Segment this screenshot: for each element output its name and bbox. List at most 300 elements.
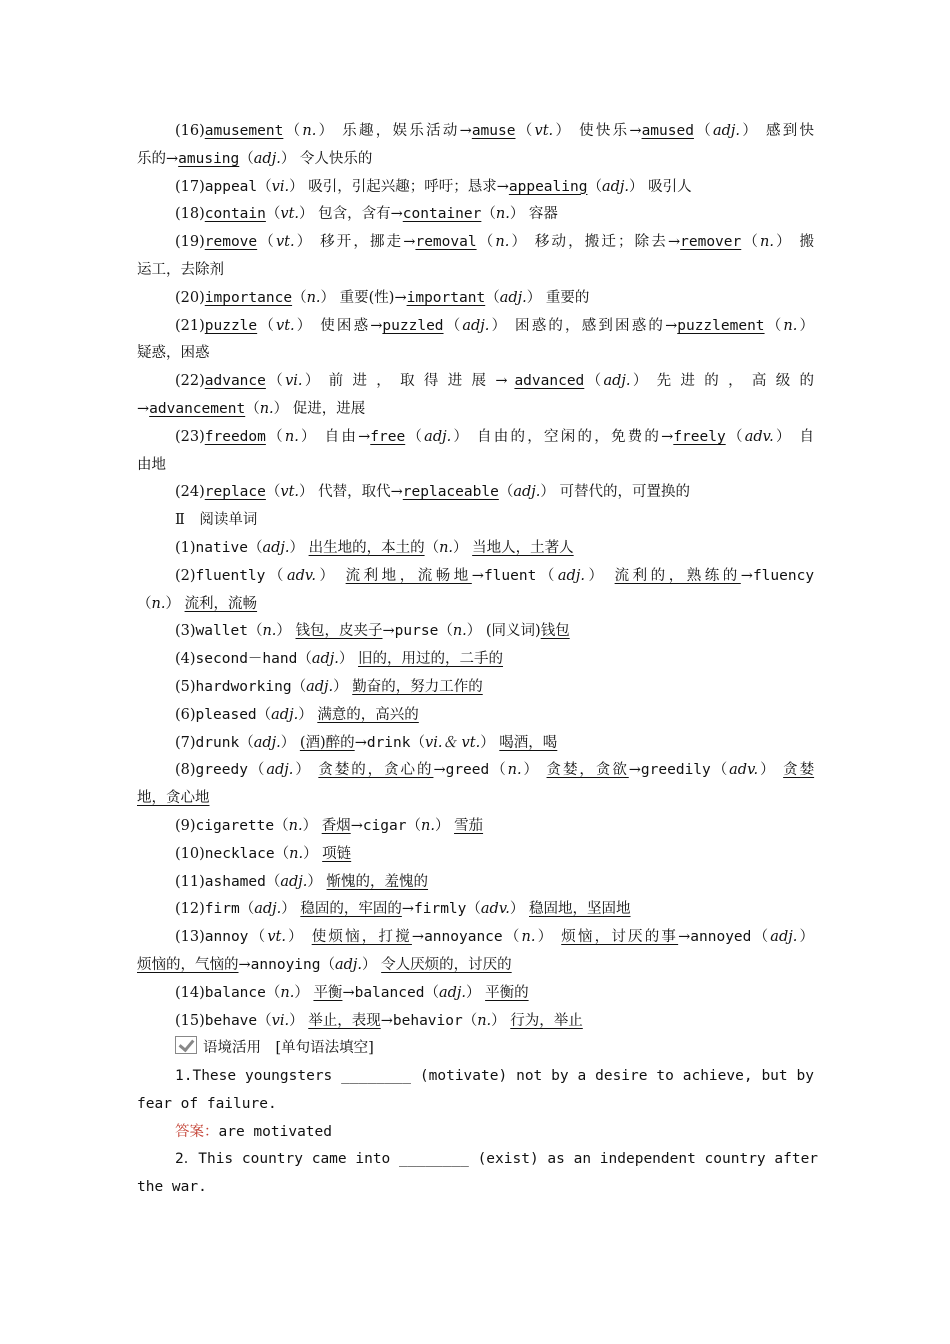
text-segment: （ [245, 400, 260, 417]
text-segment: ） [362, 956, 382, 973]
text-segment: ） [276, 623, 296, 640]
text-segment: annoyed [690, 929, 752, 946]
text-segment: ） [289, 1012, 309, 1029]
text-segment: （ [283, 123, 303, 139]
text-segment: ） 移开，挪走→ [294, 234, 416, 251]
text-segment: （ [247, 762, 267, 779]
text-line [137, 257, 814, 285]
text-segment: ） 重要的 [526, 289, 590, 306]
text-segment: （ [751, 929, 771, 946]
answer-text: puzzle [204, 317, 258, 334]
text-line [137, 813, 814, 841]
text-segment: ） 感到快 [740, 123, 815, 139]
text-segment: (20) [175, 289, 205, 306]
text-segment: （ [584, 373, 604, 390]
answer-text: replaceable [402, 484, 499, 501]
text-segment: （ [265, 873, 281, 890]
text-segment: ） [584, 567, 615, 584]
text-segment: ） [434, 817, 455, 834]
answer-text: importance [204, 289, 293, 306]
text-segment: ） [797, 317, 815, 334]
text-segment: → [401, 901, 414, 918]
text-segment: （ [239, 901, 255, 918]
text-segment: （ [265, 373, 286, 390]
text-segment: ashamed [204, 873, 266, 890]
text-segment: （ [485, 289, 500, 306]
answer-text: 平衡的 [485, 984, 529, 1001]
text-segment: adj. [311, 651, 339, 668]
text-segment: ） [480, 734, 500, 751]
text-segment: ） [303, 845, 323, 862]
text-segment: 疑惑，困惑 [137, 345, 210, 362]
text-segment: adj. [254, 901, 282, 918]
text-segment: ） [307, 873, 327, 890]
text-line [137, 507, 814, 535]
text-segment: (23) [175, 428, 205, 445]
text-segment: ） [298, 706, 318, 723]
text-segment: adj. [770, 929, 798, 946]
text-segment: [单句语法填空] [261, 1040, 374, 1057]
answer-text: 当地人，土著人 [472, 539, 574, 556]
text-segment: n. [507, 762, 522, 779]
text-segment: adj. [557, 567, 585, 584]
text-segment: （ [405, 428, 425, 445]
text-segment: adj. [253, 150, 281, 167]
text-segment: (24) [175, 484, 205, 501]
answer-text: 贪婪 [783, 762, 815, 779]
text-segment: adj. [335, 956, 363, 973]
text-line [137, 674, 814, 702]
answer-text: 地，贪心地 [137, 790, 210, 807]
text-segment: native [195, 539, 248, 556]
text-segment: vt. [534, 123, 554, 139]
answer-text: important [406, 289, 486, 306]
text-segment: adv. [744, 428, 774, 445]
text-segment: n. [289, 845, 304, 862]
text-segment: fluency [752, 567, 815, 584]
text-line [137, 535, 814, 563]
text-segment: （ [257, 234, 276, 251]
answer-text: 香烟 [321, 817, 351, 834]
text-segment: n. [151, 595, 166, 612]
text-segment: n. [477, 1012, 492, 1029]
text-segment: (8) [175, 762, 196, 779]
text-segment: ） 先 进 的 ， 高 级 的 [630, 373, 815, 390]
text-segment: （ [476, 234, 496, 251]
text-segment: vi.＆ vt. [425, 734, 481, 751]
text-segment: 2．This country came into ________ (exist) as an independent country after [175, 1151, 819, 1168]
text-segment: （ [292, 289, 307, 306]
text-segment: （ [265, 206, 281, 223]
answer-text: 钱包 [540, 623, 570, 640]
text-line [137, 174, 814, 202]
text-segment: → [350, 817, 363, 834]
text-segment: adj. [280, 873, 308, 890]
text-segment: （ [265, 428, 285, 445]
text-segment: greed [445, 762, 490, 779]
text-segment: （ [265, 484, 281, 501]
text-segment: annoyance [424, 929, 503, 946]
answer-text: 贪婪的，贪心的 [318, 762, 434, 779]
text-segment: ） [315, 567, 346, 584]
text-segment: ） 代替，取代→ [299, 484, 403, 501]
text-segment: → [382, 623, 395, 640]
text-segment: （ [498, 484, 514, 501]
text-segment: （ [536, 567, 558, 584]
answer-text: advanced [514, 373, 585, 390]
text-segment: （ [587, 178, 602, 195]
text-segment: → [354, 734, 367, 751]
text-segment: 乐的→ [137, 150, 179, 167]
text-line [137, 980, 814, 1008]
text-segment: adj. [513, 484, 541, 501]
text-segment: （ [297, 651, 312, 668]
text-segment: 答案： [175, 1123, 219, 1140]
text-segment: ） 使困惑→ [294, 317, 383, 334]
text-segment: cigarette [195, 817, 275, 834]
text-line [137, 340, 814, 368]
text-segment: → [411, 929, 425, 946]
text-segment: (7) [175, 734, 196, 751]
answer-text: (酒)醉的 [299, 734, 355, 751]
answer-text: 稳固的，牢固的 [300, 901, 402, 918]
text-segment: pleased [195, 706, 257, 723]
answer-text: 烦恼，讨厌的事 [561, 929, 679, 946]
text-segment: drink [366, 734, 411, 751]
text-segment: adj. [271, 706, 299, 723]
text-segment: behavior [392, 1012, 463, 1029]
text-segment: （ [239, 734, 254, 751]
text-segment: n. [452, 623, 467, 640]
text-segment: （ [247, 539, 263, 556]
answer-text: puzzled [382, 317, 444, 334]
text-segment: → [471, 567, 484, 584]
text-segment: 运工，去除剂 [137, 261, 224, 278]
text-segment: ） [294, 984, 314, 1001]
text-segment: (22) [175, 373, 205, 390]
text-line [137, 285, 814, 313]
answer-text: amused [641, 123, 694, 139]
text-segment: vi. [271, 178, 290, 195]
text-line [137, 368, 814, 396]
text-segment: （ [406, 817, 421, 834]
text-segment: ） 令人快乐的 [280, 150, 373, 167]
answer-text: amusement [204, 123, 284, 139]
text-segment: n. [421, 817, 435, 834]
text-segment: fear of failure. [137, 1095, 277, 1112]
text-line [137, 785, 814, 813]
text-segment: ） [491, 1012, 511, 1029]
checkmark-icon [175, 1036, 197, 1054]
text-segment: （ [410, 734, 425, 751]
text-segment: adj. [306, 678, 334, 695]
text-segment: adj. [462, 317, 490, 334]
text-segment: → [740, 567, 753, 584]
text-segment: （ [265, 984, 281, 1001]
text-segment: → [628, 762, 641, 779]
text-segment: appeal [204, 178, 258, 195]
text-segment: ） [281, 901, 301, 918]
text-segment: ） 吸引，引起兴趣；呼吁；恳求→ [289, 178, 509, 195]
text-segment: → [380, 1012, 393, 1029]
text-segment: fluent [483, 567, 537, 584]
answer-text: 旧的，用过的，二手的 [358, 651, 504, 668]
text-segment: fluently [195, 567, 266, 584]
text-segment: （ [489, 762, 508, 779]
text-segment: ） [338, 651, 359, 668]
text-segment: Ⅱ 阅读单词 [175, 512, 258, 529]
text-segment: (15) [175, 1012, 205, 1029]
text-segment: (19) [175, 234, 205, 251]
text-segment: ） [293, 762, 319, 779]
text-segment: （ [438, 623, 453, 640]
text-segment: necklace [204, 845, 275, 862]
answer-text: contain [204, 206, 266, 223]
text-segment: (5) [175, 678, 196, 695]
answer-text: amusing [178, 150, 240, 167]
text-segment: vi. [285, 373, 303, 390]
text-segment: adv. [286, 567, 316, 584]
section-heading [137, 1035, 814, 1063]
text-segment: n. [495, 206, 510, 223]
text-line [137, 313, 814, 341]
text-segment: the war. [137, 1179, 207, 1196]
answer-text: advance [204, 373, 266, 390]
text-segment: （ [466, 901, 481, 918]
text-segment: ） [333, 678, 353, 695]
text-segment: 1.These youngsters ________ (motivate) not by a desire to achieve, but by [175, 1068, 814, 1085]
text-segment: (21) [175, 317, 205, 334]
text-segment: （ [274, 817, 289, 834]
answer-text: 满意的，高兴的 [317, 706, 419, 723]
text-line [137, 424, 814, 452]
text-segment: ） 前 进 ， 取 得 进 展 → [302, 373, 515, 390]
text-segment: ） [285, 929, 312, 946]
text-segment: drunk [195, 734, 240, 751]
answer-text: 惭愧的，羞愧的 [326, 873, 429, 890]
answer-text: appealing [508, 178, 588, 195]
text-segment: ） 促进，进展 [273, 400, 366, 417]
answer-text: 贪婪，贪欲 [546, 762, 629, 779]
answer-text: 项链 [322, 845, 352, 862]
text-segment: second－hand [195, 651, 298, 668]
text-segment: n. [302, 123, 317, 139]
text-segment: （ [239, 150, 254, 167]
text-segment: firmly [414, 901, 467, 918]
text-segment: vt. [267, 929, 286, 946]
text-segment: vi. [271, 1012, 290, 1029]
text-segment: → [238, 956, 251, 973]
text-line [137, 146, 814, 174]
text-segment: greedily [640, 762, 711, 779]
text-segment: balanced [354, 984, 425, 1001]
text-segment: wallet [195, 623, 248, 640]
answer-text: 勤奋的，努力工作的 [352, 678, 483, 695]
answer-text: 行为，举止 [510, 1012, 583, 1029]
text-segment: ） [509, 901, 530, 918]
text-line [137, 841, 814, 869]
answer-text: remove [204, 234, 258, 251]
text-line [137, 479, 814, 507]
text-segment: annoying [250, 956, 321, 973]
answer-text: 稳固地，坚固地 [529, 901, 631, 918]
text-segment: behave [204, 1012, 258, 1029]
text-segment: adj. [603, 373, 631, 390]
text-segment: ） 容器 [509, 206, 558, 223]
text-segment: annoy [204, 929, 249, 946]
text-line [137, 896, 814, 924]
text-line [137, 1063, 814, 1091]
text-segment: ） 自由→ [298, 428, 371, 445]
text-segment: （ [274, 845, 290, 862]
text-segment: ） [758, 762, 784, 779]
text-segment: ） 自 [773, 428, 815, 445]
text-segment: vt. [276, 317, 295, 334]
text-line [137, 952, 814, 980]
answer-text: 流利的，熟练的 [614, 567, 741, 584]
answer-text: puzzlement [677, 317, 765, 334]
text-segment: adv. [480, 901, 510, 918]
text-segment: (3) [175, 623, 196, 640]
text-segment: (4) [175, 651, 196, 668]
text-segment: adj. [499, 289, 527, 306]
answer-text: container [402, 206, 482, 223]
text-segment: adj. [253, 734, 281, 751]
text-segment: （ [710, 762, 730, 779]
text-segment: are motivated [218, 1123, 332, 1140]
text-segment: n. [495, 234, 510, 251]
text-segment: n. [783, 317, 798, 334]
text-segment: ） 自由的，空闲的，免费的→ [451, 428, 674, 445]
text-segment: （ [443, 317, 463, 334]
text-segment: n. [288, 817, 303, 834]
text-segment: ） 重要(性)→ [320, 289, 407, 306]
text-segment: adj. [438, 984, 466, 1001]
text-line [137, 646, 814, 674]
text-segment: → [433, 762, 446, 779]
answer-text: 雪茄 [454, 817, 484, 834]
text-segment: 由地 [137, 456, 166, 473]
text-segment: hardworking [195, 678, 292, 695]
answer-text: 流利，流畅 [184, 595, 258, 612]
text-segment: ） 移动，搬迁；除去→ [509, 234, 681, 251]
text-segment: （ [137, 595, 152, 612]
text-segment: (16) [175, 123, 205, 139]
text-line [137, 452, 814, 480]
text-segment: ） [165, 595, 185, 612]
text-segment: n. [521, 929, 536, 946]
text-segment: adv. [729, 762, 759, 779]
text-segment: ） (同义词) [466, 623, 541, 640]
text-segment: (13) [175, 929, 205, 946]
answer-text: 令人厌烦的，讨厌的 [381, 956, 512, 973]
text-segment: greedy [195, 762, 248, 779]
text-segment: ） 吸引人 [629, 178, 692, 195]
text-segment: (9) [175, 817, 196, 834]
text-segment: ） 困惑的，感到困惑的→ [489, 317, 678, 334]
text-segment: n. [280, 984, 295, 1001]
text-segment: ） [535, 929, 562, 946]
text-segment: (1) [175, 539, 196, 556]
text-segment: （ [257, 178, 272, 195]
text-segment: adj. [601, 178, 629, 195]
text-segment: （ [265, 567, 287, 584]
text-segment: adj. [713, 123, 741, 139]
text-segment: （ [481, 206, 496, 223]
text-segment: （ [462, 1012, 478, 1029]
text-line [137, 1174, 814, 1202]
answer-text: free [370, 428, 406, 445]
text-segment: balance [204, 984, 266, 1001]
text-segment: ） 搬 [773, 234, 814, 251]
text-segment: ） 使快乐→ [553, 123, 642, 139]
answer-text: remover [680, 234, 742, 251]
answer-text: 喝酒，喝 [499, 734, 558, 751]
text-line [137, 618, 814, 646]
answer-text: advancement [149, 400, 246, 417]
text-segment: → [137, 400, 150, 417]
answer-text: 使烦恼，打搅 [311, 929, 412, 946]
text-line [137, 757, 814, 785]
text-segment: ） [302, 817, 322, 834]
text-segment: （ [320, 956, 335, 973]
text-segment: ） [289, 539, 309, 556]
text-segment: vt. [280, 206, 300, 223]
text-segment: （ [256, 706, 272, 723]
text-segment: （ [257, 317, 276, 334]
text-segment: n. [284, 428, 299, 445]
text-segment: ） 可替代的，可置换的 [540, 484, 690, 501]
text-line [137, 1008, 814, 1036]
text-segment: → [678, 929, 691, 946]
text-segment: （ [247, 623, 263, 640]
answer-text: replace [204, 484, 266, 501]
text-segment: ） [521, 762, 547, 779]
text-segment: (2) [175, 567, 196, 584]
text-line [137, 118, 814, 146]
text-line [137, 1091, 814, 1119]
text-line [137, 1146, 819, 1174]
text-line [137, 1119, 814, 1147]
text-segment: （ [248, 929, 268, 946]
text-segment: （ [515, 123, 535, 139]
text-segment: n. [439, 539, 454, 556]
text-segment: adj. [262, 539, 290, 556]
text-segment: ） 乐趣，娱乐活动→ [316, 123, 472, 139]
text-segment: （ [424, 539, 440, 556]
text-segment: n. [306, 289, 321, 306]
text-segment: ） [280, 734, 300, 751]
text-line [137, 869, 814, 897]
text-line [137, 396, 814, 424]
text-line [137, 563, 814, 591]
text-segment: (11) [175, 873, 205, 890]
text-segment: adj. [266, 762, 294, 779]
text-segment: → [342, 984, 355, 1001]
text-segment: purse [394, 623, 439, 640]
answer-text: freely [673, 428, 726, 445]
text-line [137, 229, 814, 257]
text-line [137, 730, 814, 758]
text-segment: firm [204, 901, 240, 918]
answer-text: removal [415, 234, 477, 251]
text-segment: n. [262, 623, 277, 640]
text-segment: （ [764, 317, 784, 334]
text-line [137, 591, 814, 619]
text-segment: ） [797, 929, 815, 946]
text-line [137, 924, 814, 952]
text-segment: (12) [175, 901, 205, 918]
